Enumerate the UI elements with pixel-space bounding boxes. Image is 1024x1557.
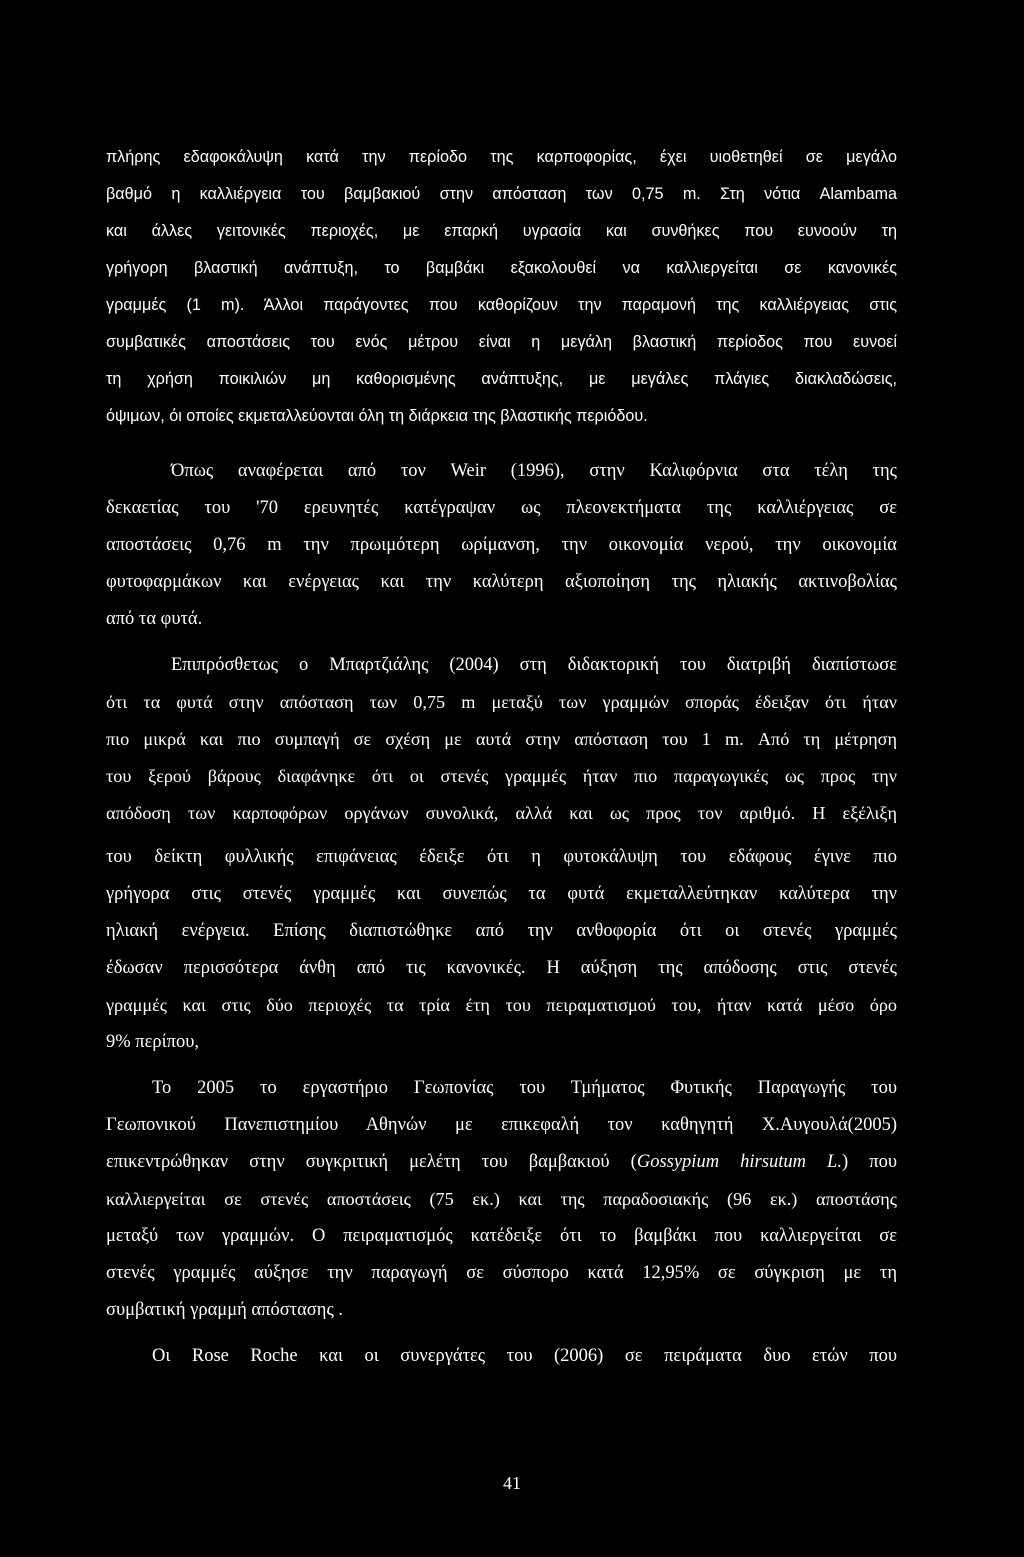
text-line: τη χρήση ποικιλιών μη καθορισμένης ανάπτυξης, με μεγάλες πλάγιες διακλαδώσεις, bbox=[106, 370, 897, 388]
text-line: του δείκτη φυλλικής επιφάνειας έδειξε ότι η φυτοκάλυψη του εδάφους έγινε πιο bbox=[106, 847, 897, 867]
text-line: πλήρης εδαφοκάλυψη κατά την περίοδο της καρποφορίας, έχει υιοθετηθεί σε μεγάλο bbox=[106, 148, 897, 166]
text-line: γρήγορη βλαστική ανάπτυξη, το βαμβάκι εξακολουθεί να καλλιεργείται σε κανονικές bbox=[106, 259, 897, 277]
text-line: έδωσαν περισσότερα άνθη από τις κανονικές. Η αύξηση της απόδοσης στις στενές bbox=[106, 958, 897, 978]
text-line: Γεωπονικού Πανεπιστημίου Αθηνών με επικεφαλή τον καθηγητή Χ.Αυγουλά(2005) bbox=[106, 1115, 897, 1135]
text-run: επικεντρώθηκαν στην συγκριτική μελέτη του βαμβακιού ( bbox=[106, 1152, 637, 1172]
text-line: γραμμές και στις δύο περιοχές τα τρία έτη του πειραματισμού του, ήταν κατά μέσο όρο bbox=[106, 995, 897, 1015]
text-line: ότι τα φυτά στην απόσταση των 0,75 m μεταξύ των γραμμών σποράς έδειξαν ότι ήταν bbox=[106, 692, 897, 712]
text-line: συμβατική γραμμή απόστασης . bbox=[106, 1300, 344, 1320]
text-line: Οι Rose Roche και οι συνεργάτες του (2006) σε πειράματα δυο ετών που bbox=[152, 1346, 897, 1366]
text-run: γραμμές (1 m). bbox=[106, 296, 245, 314]
text-run: ) που bbox=[841, 1152, 897, 1172]
text-line bbox=[106, 287, 897, 324]
text-run: Άλλοι παράγοντες που καθορίζουν την παραμονή της καλλιέργειας στις bbox=[263, 296, 898, 314]
text-line bbox=[106, 1144, 897, 1181]
text-line: ηλιακή ενέργεια. Επίσης διαπιστώθηκε από την ανθοφορία ότι οι στενές γραμμές bbox=[106, 921, 897, 941]
text-line: βαθμό η καλλιέργεια του βαμβακιού στην απόσταση των 0,75 m. Στη νότια Alambama bbox=[106, 185, 897, 203]
text-line: στενές γραμμές αύξησε την παραγωγή σε σύσπορο κατά 12,95% σε σύγκριση με τη bbox=[106, 1263, 897, 1283]
text-line: από τα φυτά. bbox=[106, 609, 203, 629]
text-line: συμβατικές αποστάσεις του ενός μέτρου είναι η μεγάλη βλαστική περίοδος που ευνοεί bbox=[106, 333, 897, 351]
text-line: Επιπρόσθετως ο Μπαρτζιάλης (2004) στη διδακτορική του διατριβή διαπίστωσε bbox=[171, 655, 897, 675]
species-name: Gossypium hirsutum L. bbox=[636, 1152, 842, 1172]
text-line: καλλιεργείται σε στενές αποστάσεις (75 εκ.) και της παραδοσιακής (96 εκ.) αποστάσης bbox=[106, 1189, 897, 1209]
text-line: του ξερού βάρους διαφάνηκε ότι οι στενές γραμμές ήταν πιο παραγωγικές ως προς την bbox=[106, 766, 897, 786]
text-line: απόδοση των καρποφόρων οργάνων συνολικά, αλλά και ως προς τον αριθμό. Η εξέλιξη bbox=[106, 803, 897, 823]
text-line: μεταξύ των γραμμών. Ο πειραματισμός κατέδειξε ότι το βαμβάκι που καλλιεργείται σε bbox=[106, 1226, 897, 1246]
text-line: φυτοφαρμάκων και ενέργειας και την καλύτερη αξιοποίηση της ηλιακής ακτινοβολίας bbox=[106, 572, 897, 592]
text-line: 9% περίπου, bbox=[106, 1032, 199, 1052]
text-line: Όπως αναφέρεται από τον Weir (1996), στην Καλιφόρνια στα τέλη της bbox=[171, 461, 897, 481]
text-line: γρήγορα στις στενές γραμμές και συνεπώς τα φυτά εκμεταλλεύτηκαν καλύτερα την bbox=[106, 884, 897, 904]
text-line: Το 2005 το εργαστήριο Γεωπονίας του Τμήματος Φυτικής Παραγωγής του bbox=[152, 1078, 897, 1098]
text-line: όψιμων, όι οποίες εκμεταλλεύονται όλη τη διάρκεια της βλαστικής περιόδου. bbox=[106, 407, 648, 425]
text-line: και άλλες γειτονικές περιοχές, με επαρκή υγρασία και συνθήκες που ευνοούν τη bbox=[106, 222, 897, 240]
text-line: δεκαετίας του '70 ερευνητές κατέγραψαν ως πλεονεκτήματα της καλλιέργειας σε bbox=[106, 498, 897, 518]
text-line: πιο μικρά και πιο συμπαγή σε σχέση με αυτά στην απόσταση του 1 m. Από τη μέτρηση bbox=[106, 729, 897, 749]
page-number: 41 bbox=[503, 1473, 521, 1493]
text-line: αποστάσεις 0,76 m την πρωιμότερη ωρίμανση, την οικονομία νερού, την οικονομία bbox=[106, 535, 897, 555]
